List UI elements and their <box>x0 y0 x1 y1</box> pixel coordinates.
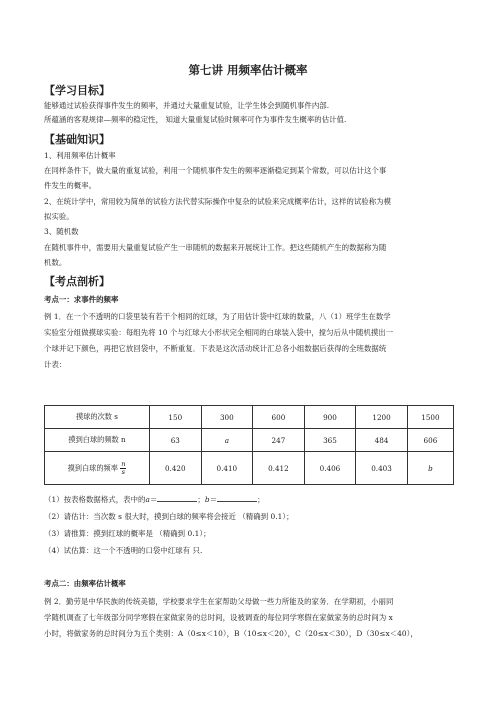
row-label-frequency <box>45 452 150 485</box>
basics-line: 在随机事件中，需要用大量重复试验产生一串随机的数据来开展统计工作。把这些随机产生的数据称为随 <box>44 243 387 252</box>
row-label: 摸到白球的频数 n <box>45 429 150 452</box>
page-title: 第七讲 用频率估计概率 <box>188 63 308 77</box>
table-row <box>45 406 454 429</box>
var-b: b <box>204 495 210 504</box>
question-4: （4）试估算：这一个不透明的口袋中红球有 只. <box>44 546 203 555</box>
table-cell: 63 <box>150 429 202 452</box>
question-2: （2）请估计：当次数 s 很大时，摸到白球的频率将会接近 （精确到 0.1）； <box>44 512 294 521</box>
example1-line: 实验室分组做摸球实验：每组先将 10 个与红球大小形状完全相同的白球装入袋中，搅匀后从中随机摸出一 <box>44 328 394 337</box>
goals-line: 能够通过试验获得事件发生的频率，并通过大量重复试验，让学生体会到随机事件内部. <box>44 101 330 110</box>
fraction-numerator: n <box>121 459 126 468</box>
row-label: 摸到白球的频率 <box>67 463 118 472</box>
question-1 <box>44 494 454 505</box>
table-cell: 150 <box>150 406 202 429</box>
basics-header: 【基础知识】 <box>44 133 110 146</box>
statistics-table <box>44 405 454 485</box>
separator: ； <box>257 495 265 504</box>
basics-line: 1、利用频率估计概率 <box>44 151 116 160</box>
example1-line: 个球并记下颜色，再把它放回袋中，不断重复．下表是这次活动统计汇总各小组数据后获得的全班数据统 <box>44 344 387 353</box>
basics-line: 2、在统计学中，常用较为简单的试验方法代替实际操作中复杂的试验来完成概率估计，这样的试验称为模 <box>44 197 392 206</box>
answer-blank <box>157 495 197 502</box>
table-row <box>45 452 454 485</box>
var-a: a <box>145 495 150 504</box>
example2-line: 例 2．勤劳是中华民族的传统美德，学校要求学生在家帮助父母做一些力所能及的家务．在学期初，小丽同 <box>44 597 394 606</box>
table-cell: 247 <box>253 429 305 452</box>
basics-line: 机数。 <box>44 258 67 267</box>
table-cell: 0.420 <box>150 452 202 485</box>
question-1-text: （1）按表格数据格式，表中的 <box>44 495 146 504</box>
point2-title: 考点二：由频率估计概率 <box>44 579 126 588</box>
example1-line: 计表： <box>44 360 67 369</box>
table-cell: 365 <box>304 429 356 452</box>
example2-line: 小时，将做家务的总时间分为五个类别：A（0≤x＜10），B（10≤x＜20），C（20≤x＜30），D（30≤x＜40）， <box>44 629 418 638</box>
table-cell: b <box>407 452 453 485</box>
separator: ； <box>197 495 205 504</box>
basics-line: 拟实验。 <box>44 212 74 221</box>
equals-sign: ＝ <box>149 495 158 504</box>
row-label: 摸球的次数 s <box>45 406 150 429</box>
table-cell: 0.412 <box>253 452 305 485</box>
fraction-n-over-s <box>120 461 126 476</box>
question-3: （3）请推算：摸到红球的概率是 （精确到 0.1）； <box>44 529 211 538</box>
goals-header: 【学习目标】 <box>44 84 110 97</box>
table-row <box>45 429 454 452</box>
table-cell: 900 <box>304 406 356 429</box>
analysis-header: 【考点剖析】 <box>44 275 110 288</box>
table-cell: 606 <box>407 429 453 452</box>
table-cell: 0.406 <box>304 452 356 485</box>
table-cell: 1200 <box>356 406 408 429</box>
basics-line: 在同样条件下，做大量的重复试验，利用一个随机事件发生的频率逐渐稳定到某个常数，可以估计这个事 <box>44 166 387 175</box>
example2-line: 学随机调查了七年级部分同学寒假在家做家务的总时间，设被调查的每位同学寒假在家做家务的总时间为 x <box>44 613 393 622</box>
table-cell: 484 <box>356 429 408 452</box>
answer-blank <box>217 495 257 502</box>
goals-line: 所蕴涵的客观规律—频率的稳定性， 知道大量重复试验时频率可作为事件发生概率的估计值. <box>44 115 347 124</box>
table-cell: 300 <box>201 406 253 429</box>
table-cell: 1500 <box>407 406 453 429</box>
table-cell: a <box>201 429 253 452</box>
equals-sign: ＝ <box>209 495 218 504</box>
basics-line: 3、随机数 <box>44 227 79 236</box>
table-cell: 0.410 <box>201 452 253 485</box>
fraction-denominator: s <box>121 467 125 476</box>
point1-title: 考点一：求事件的频率 <box>44 295 119 304</box>
basics-line: 件发生的概率。 <box>44 181 97 190</box>
table-cell: 600 <box>253 406 305 429</box>
example1-line: 例 1．在一个不透明的口袋里装有若干个相同的红球，为了用估计袋中红球的数量，八（1）班学生在数学 <box>44 312 391 321</box>
table-cell: 0.403 <box>356 452 408 485</box>
